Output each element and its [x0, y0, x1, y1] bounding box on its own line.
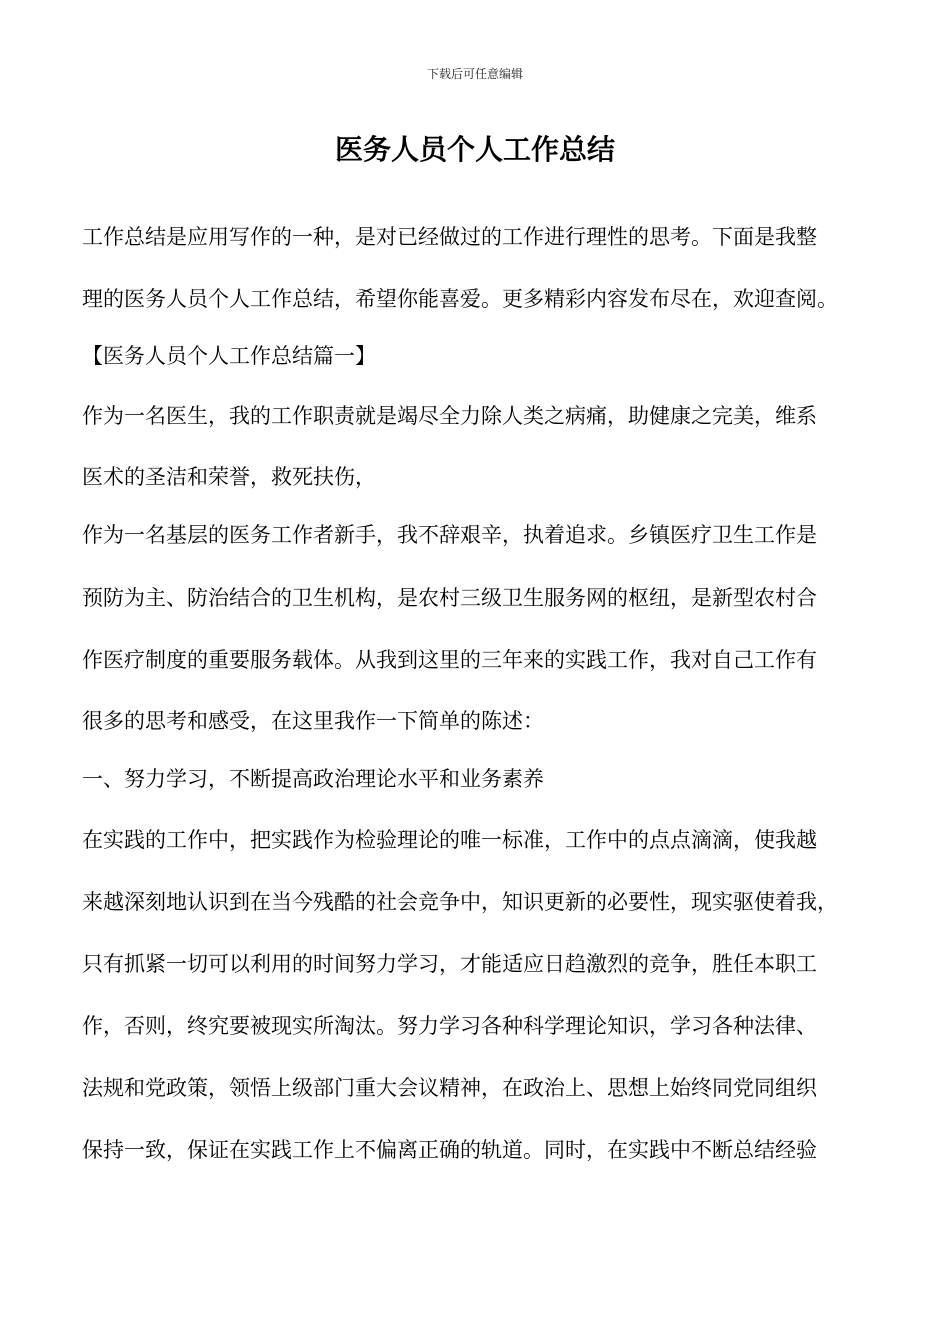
paragraph-line: 医术的圣洁和荣誉，救死扶伤，	[82, 465, 376, 489]
paragraph-line: 来越深刻地认识到在当今残酷的社会竞争中，知识更新的必要性，现实驱使着我，	[82, 890, 838, 914]
paragraph-line: 作，否则，终究要被现实所淘汰。努力学习各种科学理论知识，学习各种法律、	[82, 1014, 817, 1038]
paragraph-line: 工作总结是应用写作的一种，是对已经做过的工作进行理性的思考。下面是我整	[82, 225, 817, 249]
subsection-heading: 一、努力学习，不断提高政治理论水平和业务素养	[82, 767, 544, 791]
paragraph-line: 作为一名基层的医务工作者新手，我不辞艰辛，执着追求。乡镇医疗卫生工作是	[82, 523, 817, 547]
header-note: 下载后可任意编辑	[426, 67, 523, 81]
paragraph-line: 保持一致，保证在实践工作上不偏离正确的轨道。同时，在实践中不断总结经验	[82, 1138, 817, 1162]
paragraph-line: 法规和党政策，领悟上级部门重大会议精神，在政治上、思想上始终同党同组织	[82, 1076, 817, 1100]
section-heading: 【医务人员个人工作总结篇一】	[82, 344, 376, 368]
paragraph-line: 预防为主、防治结合的卫生机构，是农村三级卫生服务网的枢纽，是新型农村合	[82, 586, 817, 610]
paragraph-line: 作医疗制度的重要服务载体。从我到这里的三年来的实践工作，我对自己工作有	[82, 648, 817, 672]
document-title: 医务人员个人工作总结	[334, 133, 615, 166]
paragraph-line: 很多的思考和感受，在这里我作一下简单的陈述：	[82, 709, 544, 733]
paragraph-line: 只有抓紧一切可以利用的时间努力学习，才能适应日趋激烈的竞争，胜任本职工	[82, 952, 817, 976]
paragraph-line: 理的医务人员个人工作总结，希望你能喜爱。更多精彩内容发布尽在，欢迎查阅。	[82, 287, 838, 311]
paragraph-line: 作为一名医生，我的工作职责就是竭尽全力除人类之病痛，助健康之完美，维系	[82, 404, 817, 428]
paragraph-line: 在实践的工作中，把实践作为检验理论的唯一标准，工作中的点点滴滴，使我越	[82, 828, 817, 852]
